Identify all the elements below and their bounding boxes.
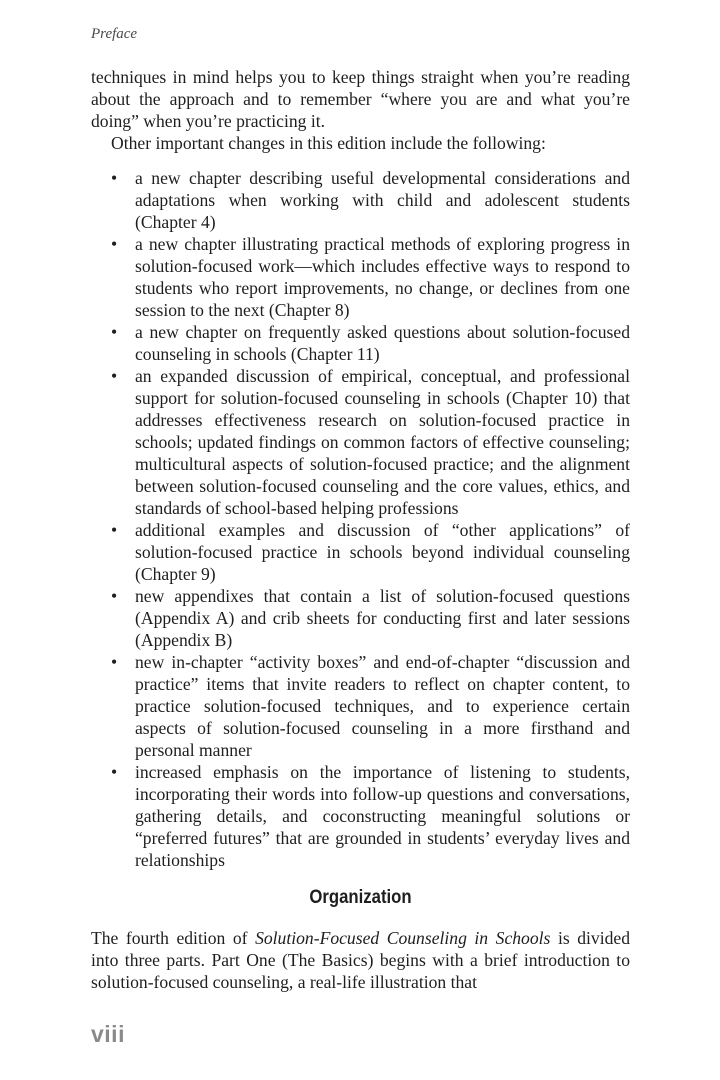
book-title: Solution-Focused Counseling in Schools: [255, 928, 551, 948]
page-body: [91, 66, 630, 993]
list-item: [91, 761, 630, 871]
list-item-text: a new chapter on frequently asked questions about solution-focused counseling in schools (Chapter 11): [135, 322, 630, 364]
running-head: Preface: [91, 26, 138, 42]
bullet-icon: •: [111, 168, 118, 188]
paragraph-text: is divided into three parts. Part One (The Basics) begins with a brief introduction to solution-focused counseling, a real-life illustration that: [91, 928, 630, 992]
list-item: [91, 519, 630, 585]
list-item: [91, 585, 630, 651]
changes-list: [91, 167, 630, 871]
list-item: [91, 233, 630, 321]
list-item: [91, 167, 630, 233]
bullet-icon: •: [111, 322, 118, 342]
list-item: [91, 321, 630, 365]
list-item: [91, 651, 630, 761]
bullet-icon: •: [111, 652, 118, 672]
paragraph-changes-intro: Other important changes in this edition include the following:: [111, 133, 546, 153]
list-item: [91, 365, 630, 519]
list-item-text: a new chapter illustrating practical methods of exploring progress in solution-focused work—which includes effective ways to respond to students who report improvements, no change, or declines from one session to the next (Chapter 8): [135, 234, 630, 320]
bullet-icon: •: [111, 762, 118, 782]
bullet-icon: •: [111, 366, 118, 386]
list-item-text: additional examples and discussion of “other applications” of solution-focused practice in schools beyond individual counseling (Chapter 9): [135, 520, 630, 584]
paragraph-continued: techniques in mind helps you to keep things straight when you’re reading about the approach and to remember “where you are and what you’re doing” when you’re practicing it.: [91, 67, 630, 131]
paragraph-organization: [91, 927, 630, 993]
list-item-text: new appendixes that contain a list of solution-focused questions (Appendix A) and crib sheets for conducting first and later sessions (Appendix B): [135, 586, 630, 650]
list-item-text: new in-chapter “activity boxes” and end-of-chapter “discussion and practice” items that invite readers to reflect on chapter content, to practice solution-focused techniques, and to experience certain aspects of solution-focused counseling in a more firsthand and personal manner: [135, 652, 630, 760]
bullet-icon: •: [111, 520, 118, 540]
list-item-text: a new chapter describing useful developmental considerations and adaptations when working with child and adolescent students (Chapter 4): [135, 168, 630, 232]
list-item-text: an expanded discussion of empirical, conceptual, and professional support for solution-focused counseling in schools (Chapter 10) that addresses effectiveness research on solution-focused practice in schools; updated findings on common factors of effective counseling; multicultural aspects of solution-focused practice; and the alignment between solution-focused counseling and the core values, ethics, and standards of school-based helping professions: [135, 366, 630, 518]
bullet-icon: •: [111, 234, 118, 254]
bullet-icon: •: [111, 586, 118, 606]
list-item-text: increased emphasis on the importance of listening to students, incorporating their words into follow-up questions and conversations, gathering details, and coconstructing meaningful solutions or “preferred futures” that are grounded in students’ everyday lives and relationships: [135, 762, 630, 870]
page-number: viii: [91, 1021, 125, 1047]
paragraph-text: The fourth edition of: [91, 928, 256, 948]
section-heading: Organization: [309, 887, 412, 908]
